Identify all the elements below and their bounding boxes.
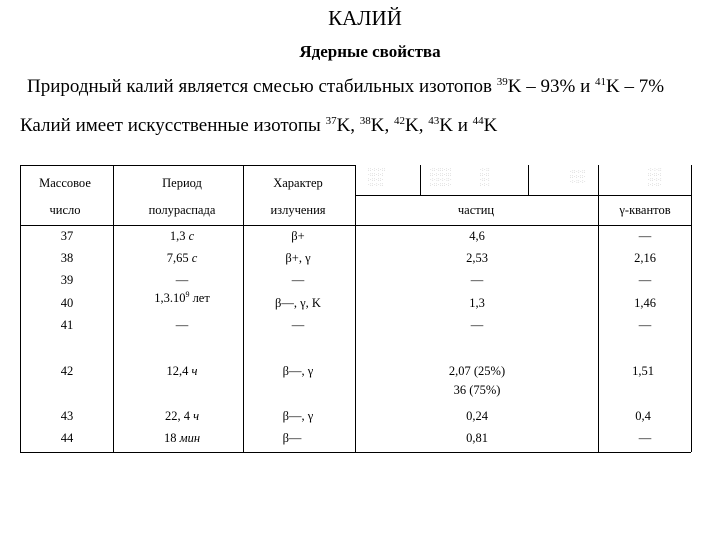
cell-period-unit: лет <box>192 291 210 305</box>
col-separator <box>355 165 356 452</box>
cell-period: 22, 4 ч <box>164 409 200 423</box>
isotope-symbol: K – 7% <box>606 76 665 97</box>
cell-particles: 2,07 (25%) <box>448 364 506 378</box>
cell-particles: 1,3 <box>469 296 485 310</box>
cell-radiation: β—, γ <box>282 364 314 378</box>
isotope-mass: 38 <box>359 115 371 127</box>
isotope-mass: 44 <box>472 115 484 127</box>
cell-gamma: — <box>638 431 652 445</box>
line1-text: Природный калий является смесью стабильных изотопов <box>27 76 493 97</box>
cell-radiation: β+, γ <box>285 251 311 265</box>
cell-gamma: — <box>638 273 652 287</box>
cell-particles: 4,6 <box>469 229 485 243</box>
cell-period-exponent: 9 <box>185 290 190 299</box>
cell-mass: 41 <box>60 318 74 332</box>
cell-mass: 39 <box>60 273 74 287</box>
header-half-life: Период <box>162 176 202 190</box>
header-mass-number: Массовое <box>39 176 91 190</box>
table-bottom-rule <box>20 452 691 453</box>
isotope-mass: 43 <box>428 115 440 127</box>
header-half-life-2: полураспада <box>148 203 216 217</box>
isotope-symbol: K и <box>439 115 468 136</box>
isotope-symbol: K – 93% и <box>507 76 591 97</box>
isotope-mass: 39 <box>496 76 508 88</box>
cell-radiation: — <box>291 273 305 287</box>
col-separator <box>243 165 244 452</box>
cell-particles: 0,81 <box>466 431 488 445</box>
header-radiation-type-2: излучения <box>270 203 326 217</box>
cell-particles-second: 36 (75%) <box>453 383 501 397</box>
isotope-symbol: K, <box>370 115 390 136</box>
isotope-symbol: K <box>483 115 498 136</box>
cell-radiation: β—, γ, K <box>275 296 321 310</box>
cell-mass: 44 <box>60 431 74 445</box>
page-title: КАЛИЙ <box>328 6 402 30</box>
col-separator-short <box>420 165 421 195</box>
cell-mass: 43 <box>60 409 74 423</box>
cell-gamma: — <box>638 318 652 332</box>
cell-period: 18 мин <box>163 431 201 445</box>
cell-gamma: — <box>638 229 652 243</box>
isotope-symbol: K, <box>336 115 356 136</box>
cell-gamma: 0,4 <box>635 409 651 423</box>
header-radiation-type: Характер <box>273 176 323 190</box>
header-gamma: γ-квантов <box>619 203 671 217</box>
header-mass-number-2: число <box>49 203 81 217</box>
cell-period: — <box>175 273 189 287</box>
natural-isotopes-line <box>27 76 664 98</box>
cell-particles: — <box>470 273 484 287</box>
cell-radiation: β— <box>282 431 302 445</box>
cell-particles: 0,24 <box>466 409 488 423</box>
cell-mass: 38 <box>60 251 74 265</box>
table-left-border <box>20 165 21 452</box>
isotope-mass: 41 <box>595 76 606 88</box>
section-subtitle: Ядерные свойства <box>299 42 441 61</box>
faded-header-mark: ·:·:: ::·:: ·::·: :·:·: <box>480 168 490 188</box>
cell-particles: — <box>470 318 484 332</box>
line2-text: Калий имеет искусственные изотопы <box>20 115 321 136</box>
cell-period-text: 1,3 с <box>169 229 195 243</box>
cell-period: 12,4 ч <box>166 364 198 378</box>
cell-particles: 2,53 <box>466 251 488 265</box>
cell-radiation: — <box>291 318 305 332</box>
cell-mass: 42 <box>60 364 74 378</box>
isotope-mass: 42 <box>394 115 406 127</box>
table-top-rule <box>20 165 355 166</box>
cell-radiation: β+ <box>291 229 305 243</box>
cell-mass: 37 <box>60 229 74 243</box>
cell-period <box>170 229 194 244</box>
cell-gamma: 2,16 <box>634 251 656 265</box>
isotope-mass: 37 <box>325 115 337 127</box>
col-separator <box>113 165 114 452</box>
col-separator <box>598 165 599 452</box>
faded-header-mark: ·:·:·:: ::·::·: ·::·:·: :·:·::· <box>648 168 663 188</box>
cell-mass: 40 <box>60 296 74 310</box>
cell-gamma: 1,51 <box>632 364 654 378</box>
table-header-subrule <box>355 195 691 196</box>
header-particles: частиц <box>457 203 495 217</box>
cell-gamma: 1,46 <box>634 296 656 310</box>
cell-period <box>154 291 210 306</box>
table-right-border <box>691 165 692 452</box>
artificial-isotopes-line <box>20 115 497 137</box>
faded-header-mark: ::·:·:·:: ·:::·:·: :·::·::· ·::·:·:: <box>368 168 386 188</box>
cell-period: — <box>175 318 189 332</box>
faded-header-mark: ·::·:·:: ::·:·::· ·:·::·:· <box>570 170 587 185</box>
faded-header-mark: ·::·:::·:·: ::·:·::·::: ·:·::·:·::· :·::·:::·:· <box>430 168 453 188</box>
cell-period: 7,65 с <box>166 251 198 265</box>
col-separator-short <box>528 165 529 195</box>
isotope-symbol: K, <box>405 115 424 136</box>
cell-radiation: β—, γ <box>282 409 314 423</box>
cell-period-text: 1,3.10 <box>154 291 186 305</box>
